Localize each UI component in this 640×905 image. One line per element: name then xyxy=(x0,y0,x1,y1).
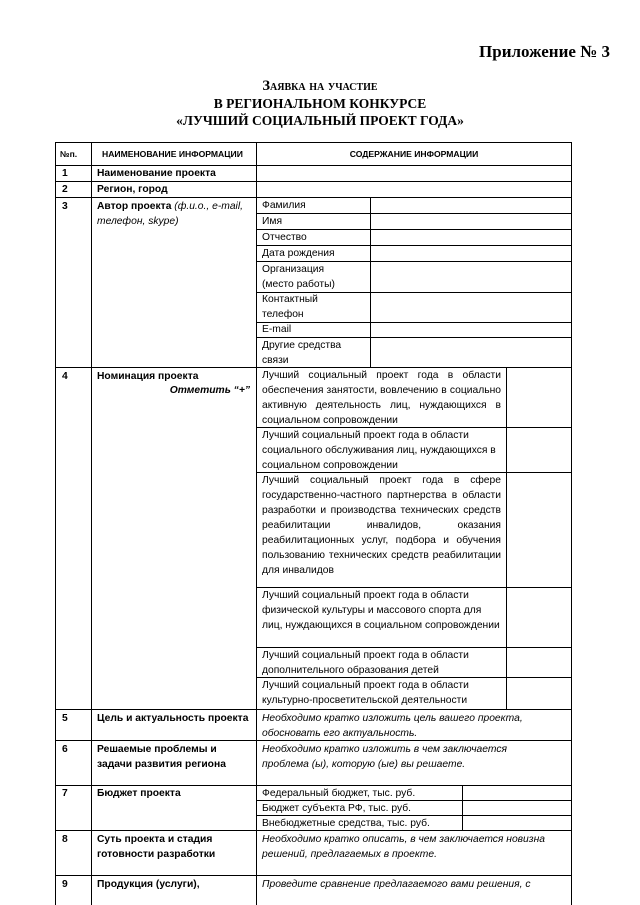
row-7-name: Бюджет проекта xyxy=(97,788,181,799)
title-line-1: Заявка на участие xyxy=(262,78,378,94)
header-content: СОДЕРЖАНИЕ ИНФОРМАЦИИ xyxy=(349,149,479,159)
row-8-num: 8 xyxy=(62,834,68,845)
field-email: E-mail xyxy=(262,324,292,335)
field-other-contacts xyxy=(262,338,341,368)
row-7-num: 7 xyxy=(62,788,68,799)
row-9-num: 9 xyxy=(62,879,68,890)
title-line-3: «ЛУЧШИЙ СОЦИАЛЬНЫЙ ПРОЕКТ ГОДА» xyxy=(176,113,464,128)
appendix-label: Приложение № 3 xyxy=(479,42,610,61)
nomination-mark-3[interactable] xyxy=(507,473,571,587)
nomination-4: Лучший социальный проект года в области физической культуры и массового спорта для лиц, нуждающихся в социальном сопровождении xyxy=(262,590,500,631)
row-3-num: 3 xyxy=(62,201,68,212)
row-6-num: 6 xyxy=(62,744,68,755)
row-6-name: Решаемые проблемы и задачи развития региона xyxy=(97,744,226,770)
row-9-name: Продукция (услуги), xyxy=(97,879,200,890)
row-5-hint: Необходимо кратко изложить цель вашего проекта, обосновать его актуальность. xyxy=(262,713,523,739)
row-1-num: 1 xyxy=(62,168,68,179)
budget-regional: Бюджет субъекта РФ, тыс. руб. xyxy=(262,803,411,814)
nomination-2: Лучший социальный проект года в области социального обслуживания лиц, нуждающихся в социальном сопровождении xyxy=(262,430,496,471)
nomination-mark-1[interactable] xyxy=(507,368,571,427)
header-name: НАИМЕНОВАНИЕ ИНФОРМАЦИИ xyxy=(102,149,243,159)
field-other-l2: связи xyxy=(262,355,289,366)
nomination-3: Лучший социальный проект года в сфере государственно-частного партнерства в области разработки и производства технических средств реабилитации инвалидов, оказания реабилитационных услуг, подбора и обучения пользованию технических средств реабилитации для инвалидов xyxy=(262,475,501,576)
row-4-mark-hint: Отметить “+” xyxy=(169,385,250,396)
field-phone-l2: телефон xyxy=(262,309,304,320)
field-organization xyxy=(262,262,335,292)
field-birthdate: Дата рождения xyxy=(262,248,335,259)
row-2-name: Регион, город xyxy=(97,184,168,195)
row-5-name: Цель и актуальность проекта xyxy=(97,713,249,724)
nomination-mark-4[interactable] xyxy=(507,588,571,647)
row-5-num: 5 xyxy=(62,713,68,724)
budget-federal: Федеральный бюджет, тыс. руб. xyxy=(262,788,416,799)
field-phone-l1: Контактный xyxy=(262,294,318,305)
field-patronymic: Отчество xyxy=(262,232,307,243)
nomination-6: Лучший социальный проект года в области культурно-просветительской деятельности xyxy=(262,680,469,706)
header-num: №п. xyxy=(60,149,78,159)
field-organization-l1: Организация xyxy=(262,264,325,275)
field-organization-l2: (место работы) xyxy=(262,279,335,290)
nomination-mark-6[interactable] xyxy=(507,678,571,709)
title-line-2: В РЕГИОНАЛЬНОМ КОНКУРСЕ xyxy=(213,96,427,111)
field-name: Имя xyxy=(262,216,283,227)
row-8-hint: Необходимо кратко описать, в чем заключается новизна решений, предлагаемых в проекте. xyxy=(262,834,545,860)
author-hint-2: телефон, skype) xyxy=(97,216,179,227)
nomination-mark-2[interactable] xyxy=(507,428,571,472)
author-hint-1: (ф.и.о., e-mail, xyxy=(171,201,243,212)
author-label: Автор проекта xyxy=(97,201,172,212)
row-4-name: Номинация проекта xyxy=(97,371,199,382)
row-6-hint: Необходимо кратко изложить в чем заключается проблема (ы), которую (ые) вы решаете. xyxy=(262,744,507,770)
row-1-name: Наименование проекта xyxy=(97,168,216,179)
nomination-5: Лучший социальный проект года в области дополнительного образования детей xyxy=(262,650,469,676)
row-3-name xyxy=(97,199,255,229)
row-4-num: 4 xyxy=(62,371,68,382)
row-2-num: 2 xyxy=(62,184,68,195)
row-9-hint: Проведите сравнение предлагаемого вами решения, с xyxy=(262,879,531,890)
field-surname: Фамилия xyxy=(262,200,306,211)
budget-extrabudgetary: Внебюджетные средства, тыс. руб. xyxy=(262,818,430,829)
nomination-mark-5[interactable] xyxy=(507,648,571,677)
nomination-1: Лучший социальный проект года в области обеспечения занятости, вовлечению в социально активную деятельность лиц, нуждающихся в социальном сопровождении xyxy=(262,370,501,426)
document-title xyxy=(0,78,640,129)
field-phone xyxy=(262,292,318,322)
field-other-l1: Другие средства xyxy=(262,340,342,351)
row-8-name: Суть проекта и стадия готовности разработки xyxy=(97,834,216,860)
